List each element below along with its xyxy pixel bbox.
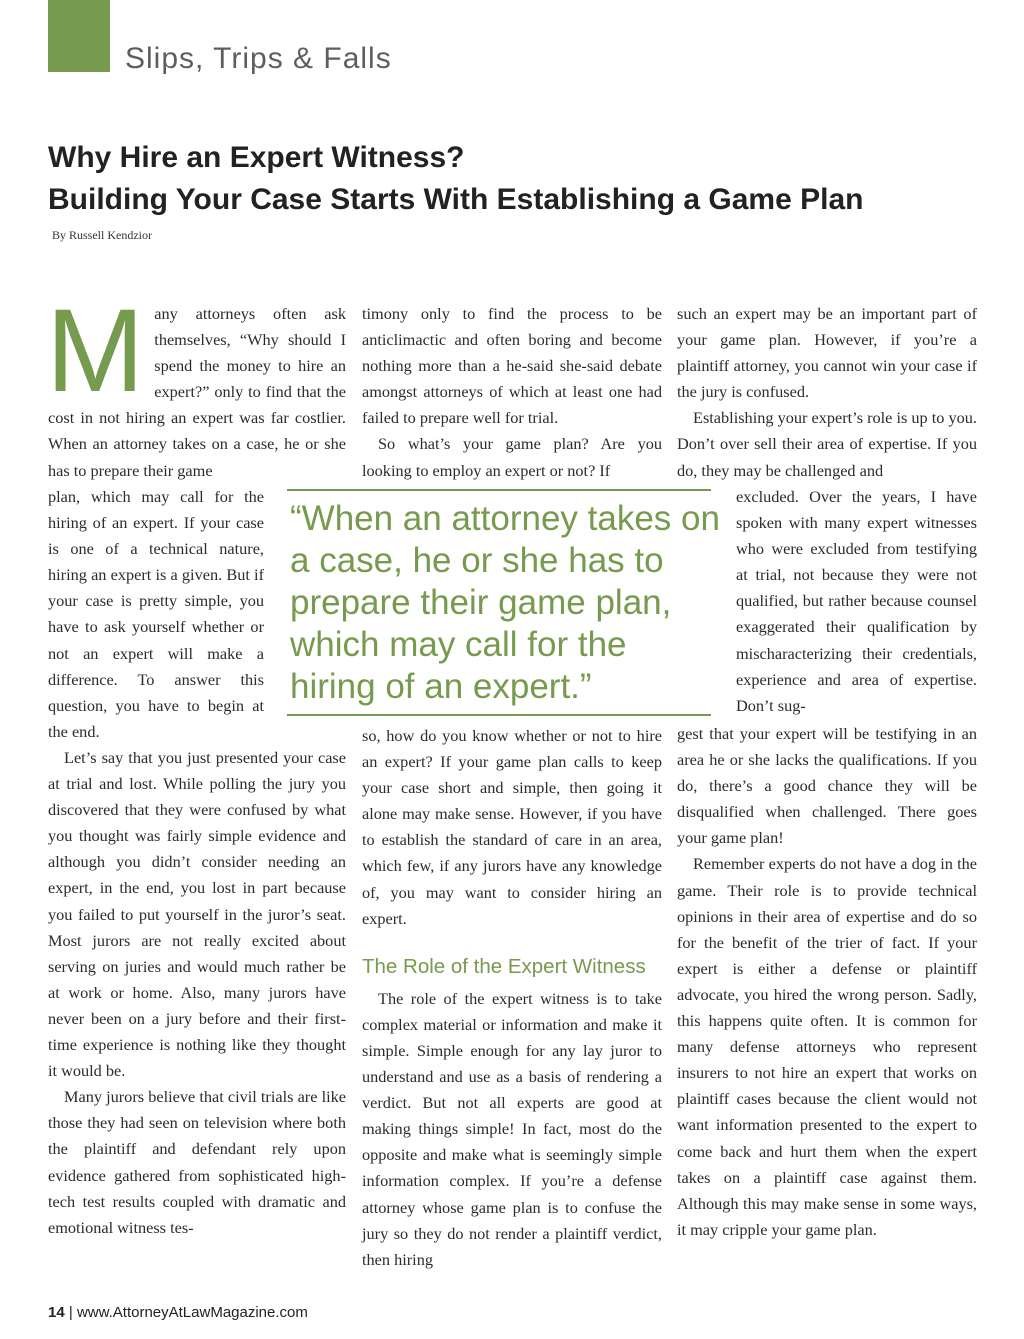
paragraph: Remember experts do not have a dog in the game. Their role is to provide technical opinions in their area of expertise and do so for the benefit of the trier of fact. If your expert is either a defense or plaintiff advocate, you hired the wrong person. Sadly, this happens quite often. It is common for many defense attorneys who represent insurers to not hire an expert that works on plaintiff cases because the client would not want information presented to the expert to come back and hurt them when the expert takes on a plaintiff case against them. Although this may make sense in some ways, it may cripple your game plan. <box>677 854 977 1239</box>
pull-quote: “When an attorney takes on a case, he or she has to prepare their game plan, which may call for the hiring of an expert.” <box>290 499 720 706</box>
column-1-top <box>46 285 346 484</box>
section-color-tab <box>48 0 110 72</box>
paragraph: excluded. Over the years, I have spoken with many expert witnesses who were excluded from testifying at trial, not because they were not qualified, but rather because counsel exaggerated their qualification by mischaracterizing their credentials, experience and area of expertise. Don’t sug- <box>736 487 977 715</box>
column-2-bottom <box>362 723 662 1273</box>
column-1-bottom <box>48 745 346 1241</box>
paragraph: any attorneys often ask themselves, “Why should I spend the money to hire an expert?” only to find that the cost in not hiring an expert was far costlier. When an attorney takes on a case, he or she has to prepare their game <box>48 304 346 480</box>
page-footer <box>48 1304 308 1321</box>
drop-cap: M <box>46 285 145 417</box>
article-title: Why Hire an Expert Witness? <box>48 141 465 174</box>
section-title: Slips, Trips & Falls <box>125 42 392 75</box>
paragraph: The role of the expert witness is to take complex material or information and make it simple. Simple enough for any lay juror to understand and use as a basis of rendering a verdict. But not all experts are good at making things simple! In fact, most do the opposite and make what is seemingly simple information complex. If you’re a defense attorney whose game plan is to confuse the jury so they do not render a plaintiff verdict, then hiring <box>362 988 662 1269</box>
pull-quote-top-rule <box>287 489 711 491</box>
paragraph: So what’s your game plan? Are you looking to employ an expert or not? If <box>362 434 662 480</box>
column-3-bottom <box>677 721 977 1243</box>
paragraph: so, how do you know whether or not to hire an expert? If your game plan calls to keep your case short and simple, then going it alone may make sense. However, if you have to establish the standard of care in an area, which few, if any jurors have any knowledge of, you may want to consider hiring an expert. <box>362 726 662 928</box>
column-2-top <box>362 301 662 484</box>
article-subtitle: Building Your Case Starts With Establishing a Game Plan <box>48 183 864 216</box>
column-3-top <box>677 301 977 484</box>
paragraph: plan, which may call for the hiring of an expert. If your case is one of a technical nature, hiring an expert is a given. But if your case is pretty simple, you have to ask yourself whether or not an expert will make a difference. To answer this question, you have to begin at the end. <box>48 487 264 741</box>
paragraph: timony only to find the process to be anticlimactic and often boring and become nothing more than a he-said she-said debate amongst attorneys of which at least one had failed to prepare well for trial. <box>362 304 662 428</box>
paragraph: Establishing your expert’s role is up to you. Don’t over sell their area of expertise. If you do, they may be challenged and <box>677 408 977 480</box>
page-number: 14 <box>48 1304 65 1321</box>
paragraph: Many jurors believe that civil trials are like those they had seen on television where both the plaintiff and defendant rely upon evidence gathered from sophisticated high-tech test results coupled with dramatic and emotional witness tes- <box>48 1087 346 1237</box>
byline: By Russell Kendzior <box>52 228 152 242</box>
column-1-middle <box>48 484 264 745</box>
footer-separator: | <box>68 1304 73 1321</box>
paragraph: such an expert may be an important part of your game plan. However, if you’re a plaintiff attorney, you cannot win your case if the jury is confused. <box>677 304 977 402</box>
column-3-middle <box>736 484 977 719</box>
paragraph: gest that your expert will be testifying in an area he or she lacks the qualifications. If you do, there’s a good chance they will be disqualified when challenged. There goes your game plan! <box>677 724 977 848</box>
paragraph: Let’s say that you just presented your case at trial and lost. While polling the jury you discovered that they were confused by what you thought was fairly simple evidence and although you didn’t consider needing an expert, in the end, you lost in part because you failed to put yourself in the juror’s seat. Most jurors are not really excited about serving on juries and would much rather be at work or home. Also, many jurors have never been on a jury before and their first-time experience is nothing like they thought it would be. <box>48 748 346 1081</box>
subheading: The Role of the Expert Witness <box>362 954 646 978</box>
pull-quote-bottom-rule <box>287 714 711 716</box>
magazine-url[interactable]: www.AttorneyAtLawMagazine.com <box>76 1304 308 1321</box>
